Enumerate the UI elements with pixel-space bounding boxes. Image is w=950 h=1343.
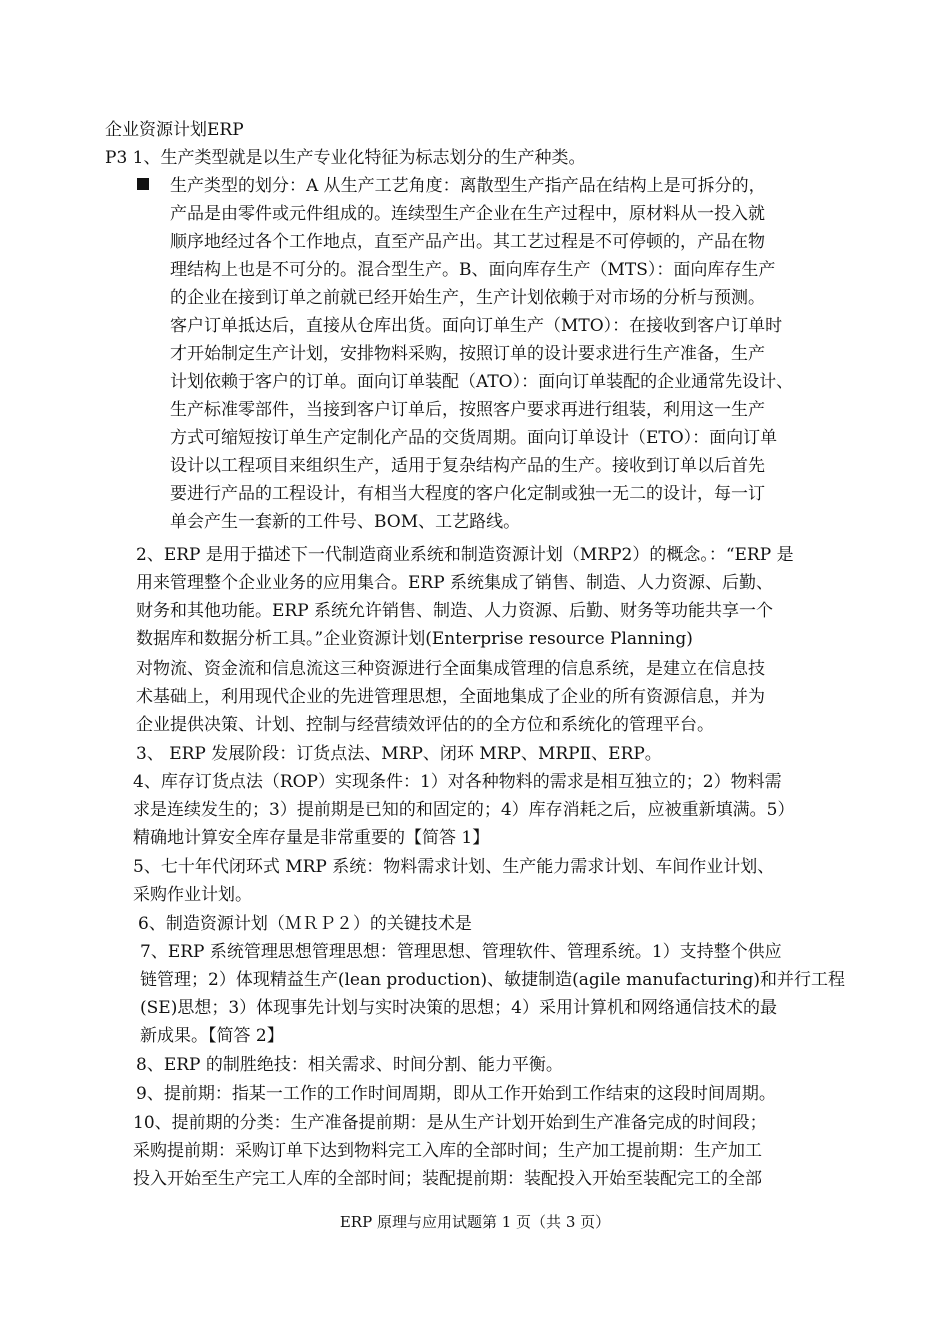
- bullet-line: 计划依赖于客户的订单。面向订单装配（ATO）：面向订单装配的企业通常先设计、: [170, 372, 794, 392]
- bullet-line: 产品是由零件或元件组成的。连续型生产企业在生产过程中，原材料从一投入就: [170, 204, 765, 224]
- bullet-line: 方式可缩短按订单生产定制化产品的交货周期。面向订单设计（ETO）：面向订单: [170, 428, 778, 448]
- bullet-line: 的企业在接到订单之前就已经开始生产，生产计划依赖于对市场的分析与预测。: [170, 288, 765, 308]
- paragraph-5-line: 5、七十年代闭环式 MRP 系统：物料需求计划、生产能力需求计划、车间作业计划、: [133, 857, 775, 877]
- page-footer: ERP 原理与应用试题第 1 页（共 3 页）: [339, 1213, 611, 1231]
- paragraph-2-line: 对物流、资金流和信息流这三种资源进行全面集成管理的信息系统，是建立在信息技: [136, 659, 765, 679]
- paragraph-2-line: 术基础上，利用现代企业的先进管理思想，全面地集成了企业的所有资源信息，并为: [136, 687, 765, 707]
- paragraph-2-line: 企业提供决策、计划、控制与经营绩效评估的的全方位和系统化的管理平台。: [136, 715, 714, 735]
- bullet-line: 设计以工程项目来组织生产，适用于复杂结构产品的生产。接收到订单以后首先: [170, 456, 765, 476]
- bullet-line: 生产标准零部件，当接到客户订单后，按照客户要求再进行组装，利用这一生产: [170, 400, 765, 420]
- paragraph-3: 3、 ERP 发展阶段：订货点法、MRP、闭环 MRP、MRPⅡ、ERP。: [136, 744, 662, 764]
- square-bullet-icon: [137, 178, 149, 190]
- bullet-line: 顺序地经过各个工作地点，直至产品产出。其工艺过程是不可停顿的，产品在物: [170, 232, 765, 252]
- bullet-line: 理结构上也是不可分的。混合型生产。B、面向库存生产（MTS）：面向库存生产: [170, 260, 776, 280]
- paragraph-4-line: 精确地计算安全库存量是非常重要的【简答 1】: [133, 828, 490, 848]
- bullet-line: 要进行产品的工程设计，有相当大程度的客户化定制或独一无二的设计，每一订: [170, 484, 765, 504]
- paragraph-2-line: 用来管理整个企业业务的应用集合。ERP 系统集成了销售、制造、人力资源、后勤、: [136, 573, 774, 593]
- paragraph-7-line: (SE)思想；3）体现事先计划与实时决策的思想；4）采用计算机和网络通信技术的最: [140, 998, 777, 1018]
- paragraph-7-line: 新成果。【简答 2】: [140, 1026, 284, 1046]
- paragraph-7-line: 7、ERP 系统管理思想管理思想：管理思想、管理软件、管理系统。1）支持整个供应: [140, 942, 782, 962]
- bullet-line: 客户订单抵达后，直接从仓库出货。面向订单生产（MTO）：在接收到客户订单时: [170, 316, 783, 336]
- paragraph-8: 8、ERP 的制胜绝技：相关需求、时间分割、能力平衡。: [136, 1055, 563, 1075]
- document-title: 企业资源计划ERP: [105, 120, 244, 140]
- paragraph-10-line: 投入开始至生产完工人库的全部时间；装配提前期：装配投入开始至装配完工的全部: [133, 1169, 762, 1189]
- bullet-line: 生产类型的划分：A 从生产工艺角度：离散型生产指产品在结构上是可拆分的，: [170, 176, 766, 196]
- paragraph-2-line: 财务和其他功能。ERP 系统允许销售、制造、人力资源、后勤、财务等功能共享一个: [136, 601, 774, 621]
- paragraph-7-line: 链管理；2）体现精益生产(lean production)、敏捷制造(agile manufacturing)和并行工程: [140, 970, 846, 990]
- paragraph-5-line: 采购作业计划。: [133, 885, 252, 905]
- paragraph-9: 9、提前期：指某一工作的工作时间周期，即从工作开始到工作结束的这段时间周期。: [136, 1084, 776, 1104]
- bullet-line: 单会产生一套新的工件号、BOM、工艺路线。: [170, 512, 521, 532]
- paragraph-4-line: 求是连续发生的；3）提前期是已知的和固定的；4）库存消耗之后，应被重新填满。5）: [133, 800, 795, 820]
- paragraph-2-line: 2、ERP 是用于描述下一代制造商业系统和制造资源计划（MRP2）的概念。：“ERP 是: [136, 545, 794, 565]
- paragraph-1-intro: P3 1、生产类型就是以生产专业化特征为标志划分的生产种类。: [105, 148, 586, 168]
- paragraph-6: 6、制造资源计划（ＭＲＰ２）的关键技术是: [138, 914, 472, 934]
- paragraph-4-line: 4、库存订货点法（ROP）实现条件：1）对各种物料的需求是相互独立的；2）物料需: [133, 772, 782, 792]
- bullet-line: 才开始制定生产计划，安排物料采购，按照订单的设计要求进行生产准备，生产: [170, 344, 765, 364]
- paragraph-10-line: 10、提前期的分类：生产准备提前期：是从生产计划开始到生产准备完成的时间段；: [133, 1113, 767, 1133]
- paragraph-10-line: 采购提前期：采购订单下达到物料完工入库的全部时间；生产加工提前期：生产加工: [133, 1141, 762, 1161]
- paragraph-2-line: 数据库和数据分析工具。”企业资源计划(Enterprise resource Planning): [136, 629, 693, 649]
